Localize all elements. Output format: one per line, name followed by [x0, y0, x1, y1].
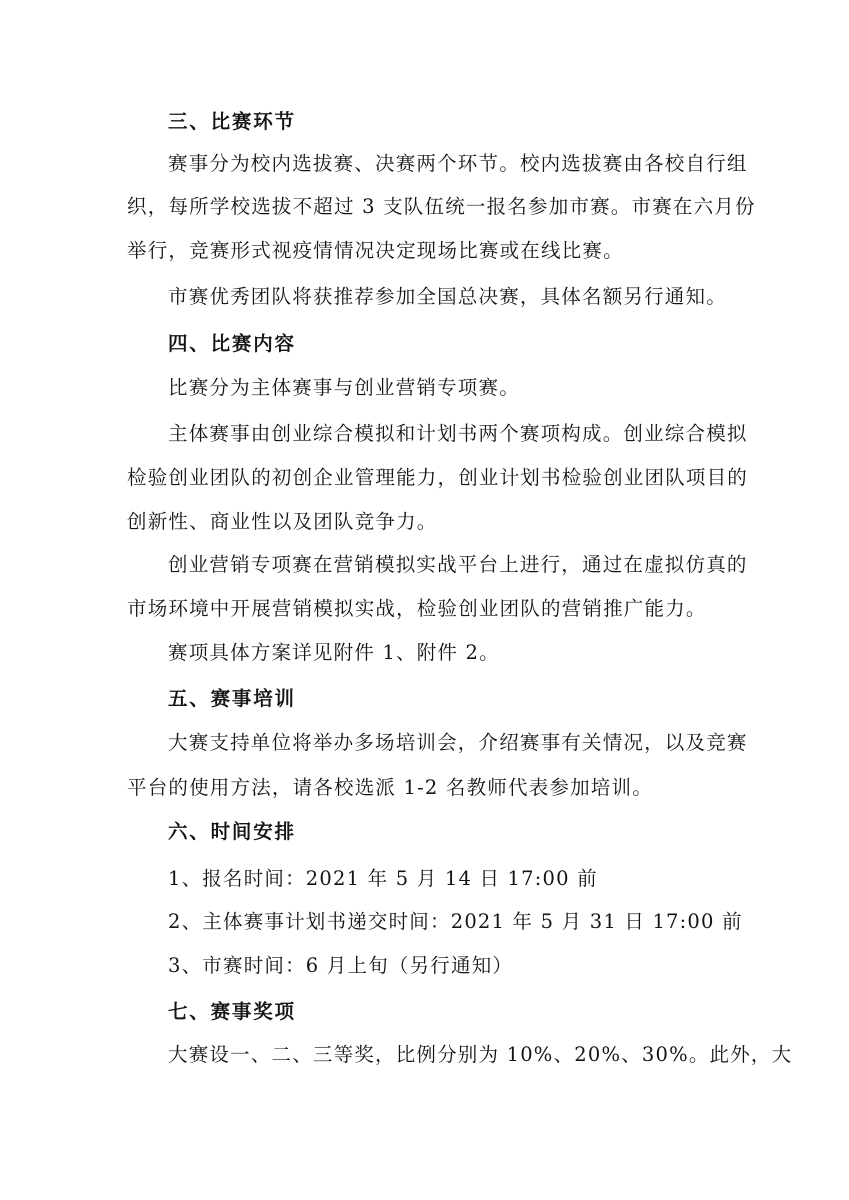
- paragraph-line: 平台的使用方法，请各校选派 1-2 名教师代表参加培训。: [127, 776, 653, 799]
- schedule-item: 1、报名时间：2021 年 5 月 14 日 17:00 前: [168, 867, 598, 890]
- paragraph-line: 举行，竞赛形式视疫情情况决定现场比赛或在线比赛。: [127, 239, 624, 262]
- paragraph-line: 赛项具体方案详见附件 1、附件 2。: [168, 641, 500, 664]
- paragraph-line: 比赛分为主体赛事与创业营销专项赛。: [168, 376, 520, 399]
- paragraph-line: 市场环境中开展营销模拟实战，检验创业团队的营销推广能力。: [127, 597, 707, 620]
- paragraph-line: 市赛优秀团队将获推荐参加全国总决赛，具体名额另行通知。: [168, 285, 727, 308]
- schedule-item: 2、主体赛事计划书递交时间：2021 年 5 月 31 日 17:00 前: [168, 910, 743, 933]
- paragraph-line: 创新性、商业性以及团队竞争力。: [127, 510, 438, 533]
- paragraph-line: 主体赛事由创业综合模拟和计划书两个赛项构成。创业综合模拟: [168, 422, 748, 445]
- paragraph-line: 赛事分为校内选拔赛、决赛两个环节。校内选拔赛由各校自行组: [168, 152, 748, 175]
- section-heading-training: 五、赛事培训: [168, 687, 296, 710]
- paragraph-line: 大赛设一、二、三等奖，比例分别为 10%、20%、30%。此外，大: [168, 1043, 793, 1066]
- paragraph-line: 创业营销专项赛在营销模拟实战平台上进行，通过在虚拟仿真的: [168, 553, 748, 576]
- paragraph-line: 织，每所学校选拔不超过 3 支队伍统一报名参加市赛。市赛在六月份: [127, 195, 756, 218]
- section-heading-competition-stages: 三、比赛环节: [168, 110, 296, 133]
- schedule-item: 3、市赛时间：6 月上旬（另行通知）: [168, 954, 514, 977]
- section-heading-competition-content: 四、比赛内容: [168, 332, 296, 355]
- section-heading-schedule: 六、时间安排: [168, 820, 296, 843]
- section-heading-awards: 七、赛事奖项: [168, 1000, 296, 1023]
- paragraph-line: 检验创业团队的初创企业管理能力，创业计划书检验创业团队项目的: [127, 466, 749, 489]
- paragraph-line: 大赛支持单位将举办多场培训会，介绍赛事有关情况，以及竞赛: [168, 731, 748, 754]
